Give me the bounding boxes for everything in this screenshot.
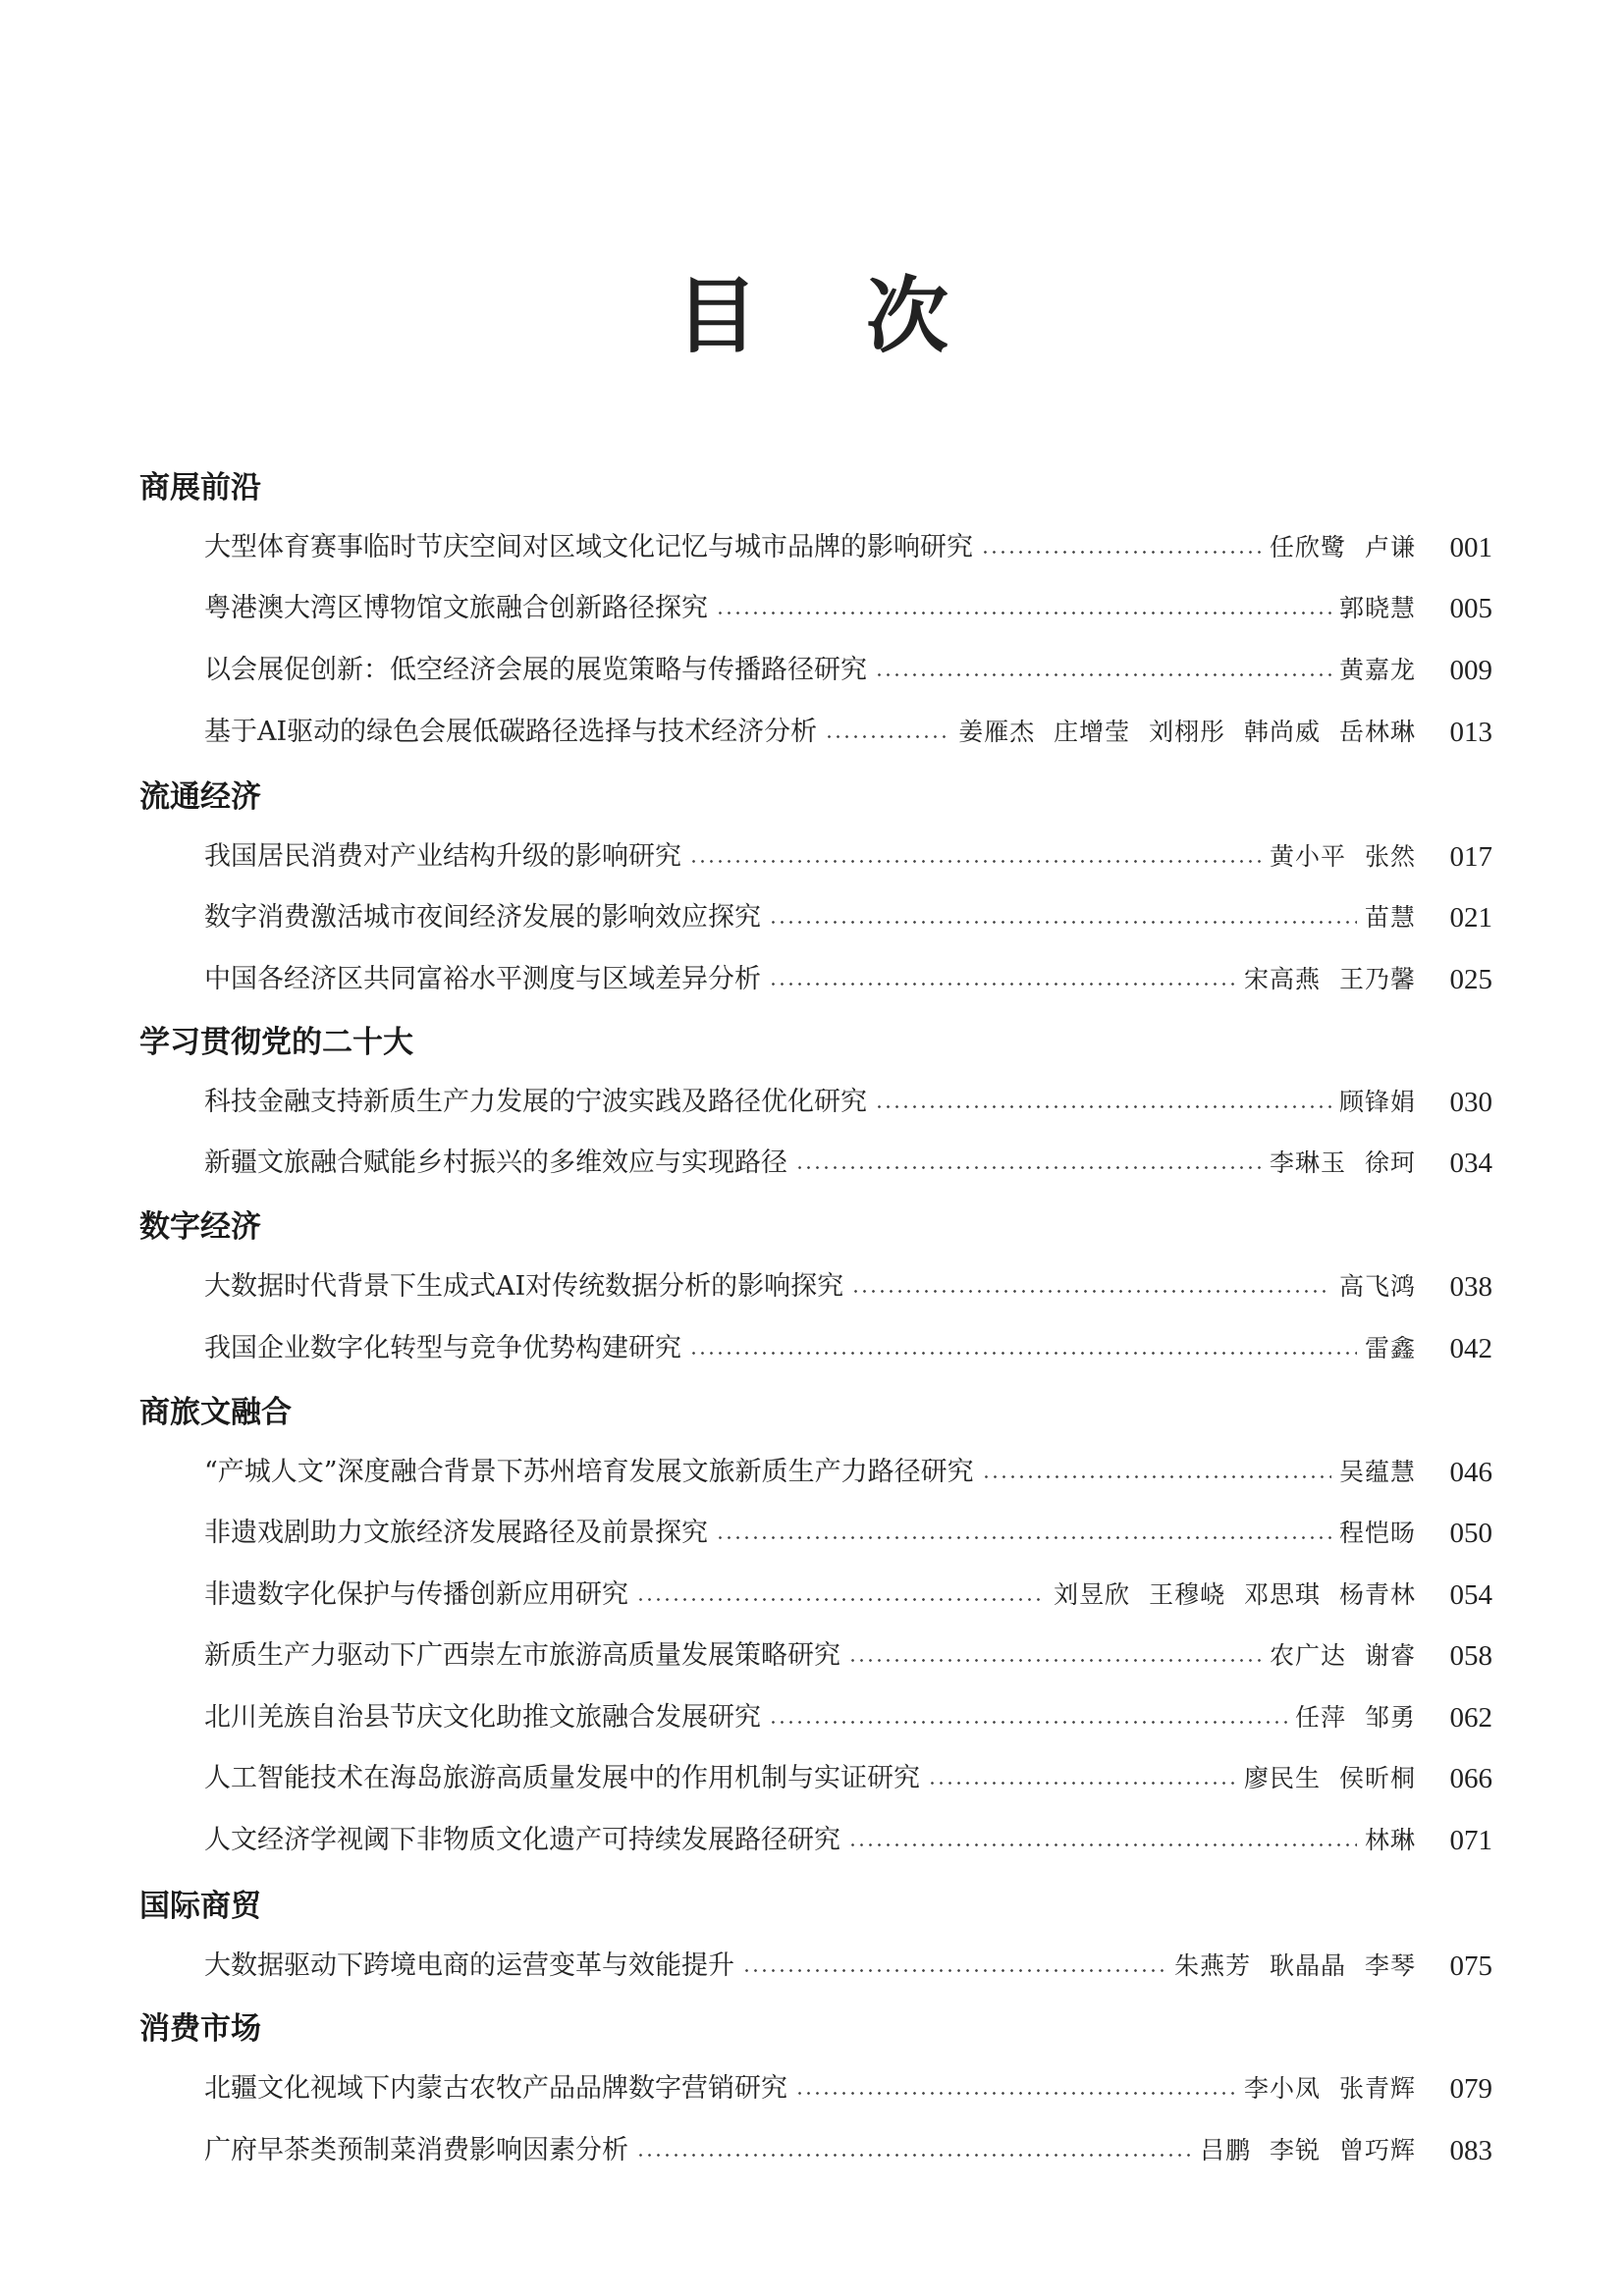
section-heading: 国际商贸: [139, 1889, 261, 1924]
dot-leader: [825, 735, 950, 738]
dot-leader: [636, 1598, 1046, 1601]
dot-leader: [851, 1290, 1331, 1293]
entry-authors: 黄嘉龙: [1338, 656, 1416, 684]
toc-entry[interactable]: [204, 1947, 1492, 1986]
entry-title: 非遗数字化保护与传播创新应用研究: [204, 1579, 628, 1610]
entry-page-number: 062: [1449, 1702, 1492, 1734]
dot-leader: [689, 1352, 1357, 1355]
entry-authors: 刘昱欣 王穆峣 邓思琪 杨青林: [1054, 1580, 1416, 1609]
entry-page-number: 050: [1449, 1518, 1492, 1549]
section-heading: 流通经济: [139, 779, 261, 815]
entry-title: 我国居民消费对产业结构升级的影响研究: [204, 841, 681, 872]
entry-title: 科技金融支持新质生产力发展的宁波实践及路径优化研究: [204, 1087, 867, 1117]
dot-leader: [981, 551, 1262, 554]
toc-entry[interactable]: [204, 2069, 1492, 2109]
entry-authors: 雷鑫: [1364, 1334, 1416, 1362]
dot-leader: [769, 983, 1236, 986]
entry-authors: 任欣鹭 卢谦: [1270, 533, 1416, 561]
dot-leader: [875, 1105, 1331, 1108]
entry-page-number: 001: [1449, 532, 1492, 563]
dot-leader: [716, 612, 1331, 614]
entry-page-number: 046: [1449, 1457, 1492, 1488]
entry-title: 粤港澳大湾区博物馆文旅融合创新路径探究: [204, 593, 708, 623]
entry-title: “产城人文”深度融合背景下苏州培育发展文旅新质生产力路径研究: [204, 1457, 974, 1487]
entry-title: 数字消费激活城市夜间经济发展的影响效应探究: [204, 902, 761, 933]
entry-authors: 林琳: [1364, 1826, 1416, 1854]
page-title-char-1: 目: [675, 268, 758, 364]
dot-leader: [795, 2092, 1236, 2095]
toc-entry[interactable]: [204, 837, 1492, 877]
entry-page-number: 030: [1449, 1087, 1492, 1118]
section-heading: 学习贯彻党的二十大: [139, 1025, 413, 1060]
entry-authors: 农广达 谢睿: [1270, 1641, 1416, 1670]
entry-page-number: 038: [1449, 1271, 1492, 1303]
toc-entry[interactable]: [204, 651, 1492, 690]
entry-title: 人工智能技术在海岛旅游高质量发展中的作用机制与实证研究: [204, 1763, 920, 1793]
toc-entry[interactable]: [204, 1144, 1492, 1183]
section-heading: 消费市场: [139, 2011, 261, 2047]
toc-entry[interactable]: [204, 1514, 1492, 1553]
dot-leader: [848, 1843, 1357, 1846]
toc-entry[interactable]: [204, 1083, 1492, 1122]
entry-title: 大数据时代背景下生成式AI对传统数据分析的影响探究: [204, 1271, 844, 1302]
toc-entry[interactable]: [204, 1636, 1492, 1676]
entry-authors: 程恺旸: [1338, 1519, 1416, 1547]
dot-leader: [848, 1659, 1262, 1662]
entry-page-number: 017: [1449, 841, 1492, 873]
section-heading: 商旅文融合: [139, 1395, 292, 1430]
entry-title: 北疆文化视域下内蒙古农牧产品品牌数字营销研究: [204, 2073, 787, 2104]
dot-leader: [769, 921, 1357, 924]
entry-title: 新疆文旅融合赋能乡村振兴的多维效应与实现路径: [204, 1148, 787, 1178]
dot-leader: [769, 1721, 1287, 1724]
entry-authors: 任萍 邹勇: [1295, 1703, 1416, 1732]
entry-title: 人文经济学视阈下非物质文化遗产可持续发展路径研究: [204, 1825, 840, 1855]
entry-page-number: 042: [1449, 1333, 1492, 1364]
toc-entry[interactable]: [204, 1759, 1492, 1798]
entry-authors: 苗慧: [1364, 903, 1416, 932]
entry-authors: 廖民生 侯昕桐: [1244, 1764, 1416, 1792]
entry-authors: 姜雁杰 庄增莹 刘栩彤 韩尚威 岳林琳: [958, 718, 1416, 746]
entry-authors: 宋高燕 王乃馨: [1244, 965, 1416, 993]
dot-leader: [716, 1536, 1331, 1539]
dot-leader: [875, 673, 1331, 676]
entry-page-number: 066: [1449, 1763, 1492, 1794]
entry-page-number: 058: [1449, 1640, 1492, 1672]
toc-entry[interactable]: [204, 1575, 1492, 1615]
entry-title: 我国企业数字化转型与竞争优势构建研究: [204, 1333, 681, 1363]
entry-title: 中国各经济区共同富裕水平测度与区域差异分析: [204, 964, 761, 994]
toc-entry[interactable]: [204, 1821, 1492, 1860]
toc-entry[interactable]: [204, 1453, 1492, 1492]
entry-authors: 李琳玉 徐珂: [1270, 1148, 1416, 1177]
page-title: [0, 267, 1624, 365]
entry-page-number: 075: [1449, 1950, 1492, 1982]
dot-leader: [636, 2154, 1192, 2157]
entry-page-number: 021: [1449, 902, 1492, 934]
entry-title: 非遗戏剧助力文旅经济发展路径及前景探究: [204, 1518, 708, 1548]
section-heading: 数字经济: [139, 1209, 261, 1245]
dot-leader: [742, 1969, 1166, 1972]
entry-page-number: 071: [1449, 1825, 1492, 1856]
entry-authors: 吴蕴慧: [1338, 1458, 1416, 1486]
entry-title: 大型体育赛事临时节庆空间对区域文化记忆与城市品牌的影响研究: [204, 532, 973, 562]
entry-page-number: 009: [1449, 655, 1492, 686]
entry-page-number: 025: [1449, 964, 1492, 995]
page-title-char-2: 次: [866, 268, 949, 364]
entry-page-number: 013: [1449, 717, 1492, 748]
dot-leader: [928, 1782, 1236, 1785]
entry-authors: 吕鹏 李锐 曾巧辉: [1200, 2136, 1416, 2164]
entry-authors: 朱燕芳 耿晶晶 李琴: [1174, 1951, 1416, 1980]
entry-page-number: 054: [1449, 1579, 1492, 1611]
dot-leader: [982, 1475, 1331, 1478]
entry-title: 基于AI驱动的绿色会展低碳路径选择与技术经济分析: [204, 717, 818, 747]
toc-entry[interactable]: [204, 528, 1492, 567]
toc-entry[interactable]: [204, 1698, 1492, 1737]
entry-title: 广府早茶类预制菜消费影响因素分析: [204, 2135, 628, 2165]
entry-authors: 顾锋娟: [1338, 1088, 1416, 1116]
entry-page-number: 034: [1449, 1148, 1492, 1179]
toc-entry[interactable]: [204, 2131, 1492, 2170]
dot-leader: [795, 1166, 1262, 1169]
entry-page-number: 005: [1449, 593, 1492, 624]
entry-authors: 高飞鸿: [1338, 1272, 1416, 1301]
toc-entry[interactable]: [204, 1329, 1492, 1368]
entry-title: 以会展促创新：低空经济会展的展览策略与传播路径研究: [204, 655, 867, 685]
toc-entry[interactable]: [204, 1267, 1492, 1307]
entry-title: 大数据驱动下跨境电商的运营变革与效能提升: [204, 1950, 734, 1981]
toc-entry[interactable]: [204, 589, 1492, 628]
entry-page-number: 083: [1449, 2135, 1492, 2166]
toc-entry[interactable]: [204, 960, 1492, 999]
entry-authors: 郭晓慧: [1338, 594, 1416, 622]
entry-title: 北川羌族自治县节庆文化助推文旅融合发展研究: [204, 1702, 761, 1733]
entry-page-number: 079: [1449, 2073, 1492, 2105]
toc-entry[interactable]: [204, 898, 1492, 937]
entry-authors: 李小凤 张青辉: [1244, 2074, 1416, 2103]
toc-entry[interactable]: [204, 713, 1492, 752]
entry-authors: 黄小平 张然: [1270, 842, 1416, 871]
dot-leader: [689, 860, 1262, 863]
section-heading: 商展前沿: [139, 470, 261, 506]
entry-title: 新质生产力驱动下广西崇左市旅游高质量发展策略研究: [204, 1640, 840, 1671]
